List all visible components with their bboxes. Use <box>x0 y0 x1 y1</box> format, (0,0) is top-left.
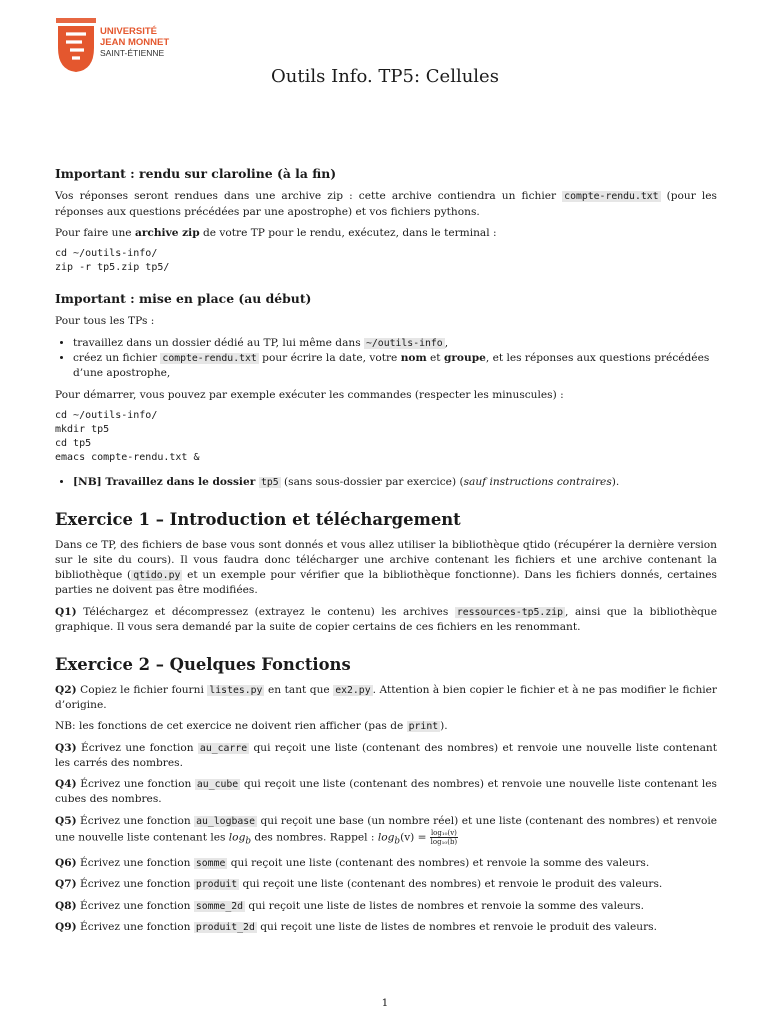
question-q2: Q2) Copiez le fichier fourni listes.py en tant que ex2.py . Attention à bien copier le fichier et à ne pas modifier le fichier d’origine. <box>55 683 717 711</box>
list-item: • créez un fichier compte-rendu.txt pour écrire la date, votre nom et groupe, et les réponses aux questions précédées d’une apostrophe, <box>73 351 717 382</box>
question-q8: Q8) Écrivez une fonction somme_2d qui reçoit une liste de listes de nombres et renvoie la somme des valeurs. <box>55 899 644 912</box>
note-nb: NB: les fonctions de cet exercice ne doivent rien afficher (pas de print ). <box>55 720 448 733</box>
question-q1: Q1) Téléchargez et décompressez (extrayez le contenu) les archives ressources-tp5.zip , ainsi que la bibliothèque graphique. Il vous sera demandé par la suite de copier certains de ces fichiers en les renommant. <box>55 605 717 634</box>
document-body <box>55 166 717 941</box>
list-item: • travaillez dans un dossier dédié au TP, lui même dans ~/outils-info , <box>73 336 717 351</box>
code-block-setup: cd ~/outils-info/ mkdir tp5 cd tp5 emacs compte-rendu.txt & <box>55 409 200 463</box>
question-q5: Q5) Écrivez une fonction au_logbase qui reçoit une base (un nombre réel) et une liste (contenant des nombres) et renvoie une nouvelle liste contenant les $\log_b$ des nombres. Rappel : $\log_b(v)$ = $\frac{\text{log₁₀(v)}}{\text{log₁₀(b)}}$ <box>55 814 717 847</box>
paragraph-rendu-1: Vos réponses seront rendues dans une archive zip : cette archive contiendra un fichier compte-rendu.txt (pour les réponses aux questions précédées par une apostrophe) et vos fichiers pythons. <box>55 190 717 218</box>
logo-line-1: UNIVERSITÉ <box>100 26 158 37</box>
logo-line-3: SAINT-ÉTIENNE <box>100 48 165 58</box>
question-q6: Q6) Écrivez une fonction somme qui reçoit une liste (contenant des nombres) et renvoie la somme des valeurs. <box>55 856 650 869</box>
paragraph-ex1: Dans ce TP, des fichiers de base vous sont donnés et vous allez utiliser la bibliothèque qtido (récupérer la dernière version sur le site du cours). Il vous faudra donc télécharger une archive contenant les fichiers et une archive contenant la bibliothèque ( qtido.py et un exemple pour vérifier que la bibliothèque fonctionne). Dans les fichiers donnés, certaines parties ne doivent pas être modifiées. <box>55 538 717 597</box>
heading-rendu: Important : rendu sur claroline (à la fin) <box>55 166 337 181</box>
paragraph-setup-intro: Pour tous les TPs : <box>55 315 155 328</box>
page-number: 1 <box>381 997 389 1009</box>
logo-line-2: JEAN MONNET <box>100 37 170 48</box>
code-compte-rendu: compte-rendu.txt <box>564 191 659 203</box>
code-block-zip: cd ~/outils-info/ zip -r tp5.zip tp5/ <box>55 248 170 274</box>
question-q7: Q7) Écrivez une fonction produit qui reçoit une liste (contenant des nombres) et renvoie le produit des valeurs. <box>55 878 663 891</box>
paragraph-rendu-2: Pour faire une archive zip de votre TP pour le rendu, exécutez, dans le terminal : <box>55 226 497 239</box>
heading-exercice-2: Exercice 2 – Quelques Fonctions <box>55 655 351 675</box>
logo-wordmark <box>100 26 169 59</box>
question-q3: Q3) Écrivez une fonction au_carre qui reçoit une liste (contenant des nombres) et renvoie une nouvelle liste contenant les carrés des nombres. <box>55 741 717 769</box>
heading-setup: Important : mise en place (au début) <box>55 291 312 307</box>
setup-list <box>55 336 717 382</box>
nb-list <box>55 475 717 490</box>
heading-exercice-1: Exercice 1 – Introduction et téléchargement <box>55 510 461 530</box>
question-q9: Q9) Écrivez une fonction produit_2d qui reçoit une liste de listes de nombres et renvoie le produit des valeurs. <box>55 920 657 933</box>
paragraph-start: Pour démarrer, vous pouvez par exemple exécuter les commandes (respecter les minuscules) : <box>55 388 564 401</box>
question-q4: Q4) Écrivez une fonction au_cube qui reçoit une liste (contenant des nombres) et renvoie une nouvelle liste contenant les cubes des nombres. <box>55 778 717 806</box>
document-title: Outils Info. TP5: Cellules <box>271 66 499 87</box>
list-item-nb: • [NB] Travaillez dans le dossier tp5 (sans sous-dossier par exercice) (sauf instructions contraires). <box>73 475 717 490</box>
log-fraction: $\frac{\text{log₁₀(v)}}{\text{log₁₀(b)}}$ <box>430 829 458 847</box>
